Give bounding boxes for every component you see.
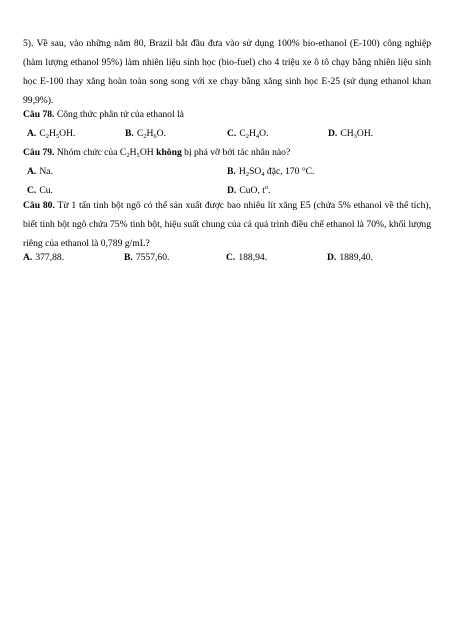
q78-option-c-label: C. bbox=[227, 128, 237, 139]
q80-option-c-text: 188,94. bbox=[238, 252, 268, 263]
q79-option-c-text: Cu. bbox=[39, 185, 53, 196]
q80-option-d-text: 1889,40. bbox=[339, 252, 373, 263]
q78-option-c bbox=[227, 128, 269, 139]
q80-option-b-label: B. bbox=[124, 252, 133, 263]
question-79-label: Câu 79. bbox=[23, 147, 55, 158]
question-79 bbox=[23, 147, 290, 158]
question-78 bbox=[23, 109, 184, 120]
q79-option-a bbox=[27, 166, 53, 177]
q80-option-c bbox=[226, 252, 267, 263]
q78-option-d-text: $CH_3OH$. bbox=[340, 128, 374, 140]
q80-option-a bbox=[23, 252, 64, 263]
q79-option-c-label: C. bbox=[27, 185, 37, 196]
q80-option-c-label: C. bbox=[226, 252, 236, 263]
question-80-label: Câu 80. bbox=[23, 200, 55, 211]
question-78-text: Công thức phân tử của ethanol là bbox=[54, 109, 184, 120]
question-79-bold: không bbox=[156, 147, 182, 158]
q80-option-d bbox=[327, 252, 373, 263]
question-78-label: Câu 78. bbox=[23, 109, 55, 120]
q79-option-d bbox=[227, 185, 271, 196]
q78-option-b-label: B. bbox=[125, 128, 134, 139]
intro-paragraph: 5). Về sau, vào những năm 80, Brazil bắt đầu đưa vào sử dụng 100% bio-ethanol (E-100) công nghiệp (hàm lượng ethanol 95%) làm nhiên liệu sinh học (bio-fuel) cho 4 triệu xe ô tô chạy bằng nhiên liệu sinh học E-100 thay xăng hoàn toàn song song với xe chạy bằng xăng sinh học E-25 (sử dụng ethanol khan 99,9%). bbox=[23, 38, 431, 106]
q79-option-b-text: $H_2SO_4$ đặc, 170 °C. bbox=[238, 166, 315, 178]
q78-option-d-label: D. bbox=[328, 128, 338, 139]
q78-option-a-text: $C_2H_5OH$. bbox=[39, 128, 76, 140]
q78-option-b-text: $C_2H_6O$. bbox=[136, 128, 166, 140]
q80-option-b-text: 7557,60. bbox=[135, 252, 170, 263]
question-79-text-after: bị phá vỡ bởi tác nhân nào? bbox=[181, 147, 291, 158]
q78-option-c-text: $C_2H_4O$. bbox=[239, 128, 269, 140]
q78-option-a-label: A. bbox=[27, 128, 37, 139]
q79-option-d-label: D. bbox=[227, 185, 237, 196]
q80-option-b bbox=[124, 252, 169, 263]
q79-option-a-label: A. bbox=[27, 166, 37, 177]
q80-option-a-text: 377,88. bbox=[35, 252, 65, 263]
q80-option-d-label: D. bbox=[327, 252, 337, 263]
q78-option-d bbox=[328, 128, 373, 139]
q79-option-b bbox=[227, 166, 314, 177]
q78-option-a bbox=[27, 128, 75, 139]
question-80-text: Từ 1 tấn tinh bột ngô có thể sản xuất được bao nhiêu lít xăng E5 (chứa 5% ethanol về thể tích), biết tinh bột ngô chứa 75% tinh bột, hiệu suất chung của cả quá trình điều chế ethanol là 70%, khối lượng riêng của ethanol là 0,789 g/mL? bbox=[23, 200, 431, 249]
q79-option-d-text: CuO, $t^o$. bbox=[239, 184, 271, 196]
q79-option-c bbox=[27, 185, 53, 196]
q79-option-a-text: Na. bbox=[39, 166, 53, 177]
question-79-text-before: Nhóm chức của C₂H₅OH bbox=[54, 147, 157, 158]
q80-option-a-label: A. bbox=[23, 252, 33, 263]
q79-option-b-label: B. bbox=[227, 166, 236, 177]
q78-option-b bbox=[125, 128, 166, 139]
question-80 bbox=[23, 196, 431, 253]
